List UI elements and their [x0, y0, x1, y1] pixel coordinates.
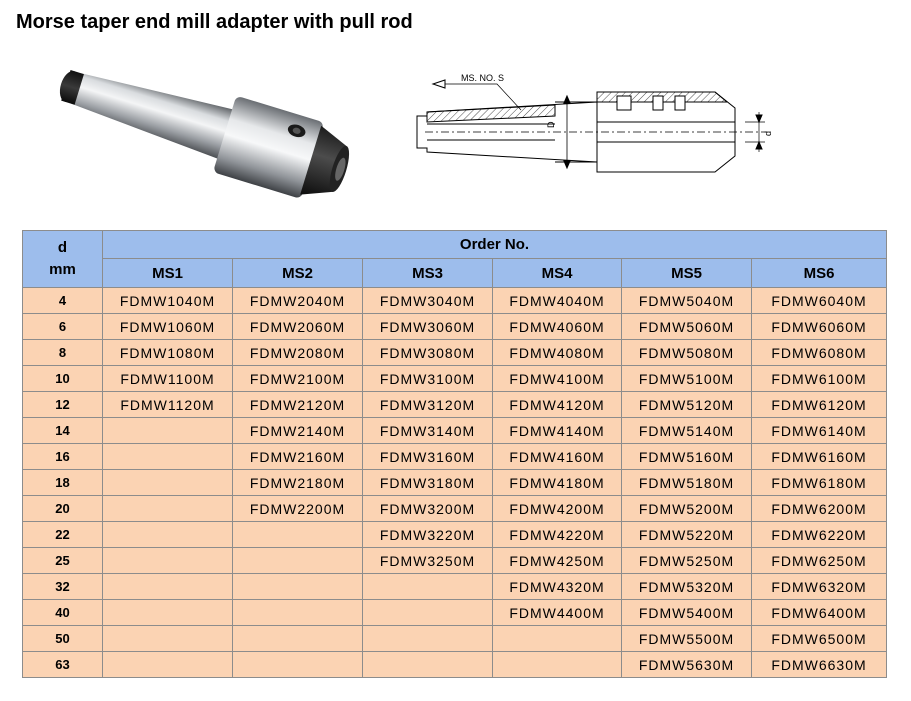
order-code-cell — [103, 444, 233, 470]
diameter-cell: 40 — [23, 600, 103, 626]
table-row — [23, 522, 887, 548]
table-row — [23, 418, 887, 444]
order-code-cell — [233, 600, 363, 626]
order-code-cell: FDMW6250M — [752, 548, 887, 574]
order-code-cell: FDMW6160M — [752, 444, 887, 470]
table-row — [23, 392, 887, 418]
technical-drawing — [405, 72, 775, 184]
order-code-cell: FDMW1080M — [103, 340, 233, 366]
order-code-cell: FDMW4140M — [493, 418, 622, 444]
table-row — [23, 314, 887, 340]
order-code-cell — [233, 574, 363, 600]
order-code-cell: FDMW6400M — [752, 600, 887, 626]
order-code-cell: FDMW2060M — [233, 314, 363, 340]
table-row — [23, 548, 887, 574]
drawing-label-ms: MS. NO. S — [461, 73, 505, 83]
order-code-cell — [233, 548, 363, 574]
order-code-cell: FDMW4400M — [493, 600, 622, 626]
diameter-cell: 4 — [23, 288, 103, 314]
order-code-cell: FDMW6120M — [752, 392, 887, 418]
order-code-cell — [103, 574, 233, 600]
table-row — [23, 574, 887, 600]
order-code-cell — [363, 626, 493, 652]
table-row — [23, 366, 887, 392]
table-row — [23, 340, 887, 366]
d-mm-header — [23, 231, 103, 288]
order-code-cell — [103, 652, 233, 678]
d-header: d — [57, 239, 68, 256]
order-code-cell — [103, 548, 233, 574]
order-code-cell: FDMW4320M — [493, 574, 622, 600]
column-header-ms2: MS2 — [233, 259, 363, 288]
order-code-cell: FDMW4120M — [493, 392, 622, 418]
diameter-cell: 6 — [23, 314, 103, 340]
table-row — [23, 626, 887, 652]
order-code-cell: FDMW3060M — [363, 314, 493, 340]
order-code-cell: FDMW3040M — [363, 288, 493, 314]
order-no-header: Order No. — [103, 231, 887, 259]
diameter-cell: 8 — [23, 340, 103, 366]
order-code-cell: FDMW6320M — [752, 574, 887, 600]
diameter-cell: 63 — [23, 652, 103, 678]
order-code-cell: FDMW3200M — [363, 496, 493, 522]
page-title: Morse taper end mill adapter with pull rod — [16, 11, 413, 33]
order-code-cell: FDMW3100M — [363, 366, 493, 392]
order-code-cell — [233, 652, 363, 678]
order-code-cell: FDMW3180M — [363, 470, 493, 496]
order-code-cell: FDMW3120M — [363, 392, 493, 418]
table-row — [23, 652, 887, 678]
order-code-cell: FDMW5630M — [622, 652, 752, 678]
order-code-cell: FDMW5160M — [622, 444, 752, 470]
table-row — [23, 600, 887, 626]
table-row — [23, 470, 887, 496]
order-code-cell: FDMW3220M — [363, 522, 493, 548]
order-code-cell: FDMW6220M — [752, 522, 887, 548]
column-header-ms5: MS5 — [622, 259, 752, 288]
order-code-cell — [363, 574, 493, 600]
order-code-cell: FDMW5200M — [622, 496, 752, 522]
order-code-cell — [103, 470, 233, 496]
diameter-cell: 16 — [23, 444, 103, 470]
diameter-cell: 10 — [23, 366, 103, 392]
column-header-ms4: MS4 — [493, 259, 622, 288]
product-photo — [38, 48, 358, 216]
order-code-cell: FDMW6140M — [752, 418, 887, 444]
order-code-cell — [103, 418, 233, 444]
column-header-ms3: MS3 — [363, 259, 493, 288]
order-code-cell: FDMW1100M — [103, 366, 233, 392]
order-code-cell: FDMW2120M — [233, 392, 363, 418]
diameter-cell: 25 — [23, 548, 103, 574]
order-code-cell: FDMW3160M — [363, 444, 493, 470]
order-code-cell: FDMW6080M — [752, 340, 887, 366]
order-code-cell: FDMW5140M — [622, 418, 752, 444]
order-code-cell: FDMW2100M — [233, 366, 363, 392]
order-code-cell: FDMW6100M — [752, 366, 887, 392]
order-code-cell — [363, 600, 493, 626]
order-code-cell: FDMW3080M — [363, 340, 493, 366]
table-row — [23, 444, 887, 470]
diameter-cell: 20 — [23, 496, 103, 522]
order-code-cell: FDMW4160M — [493, 444, 622, 470]
order-code-cell: FDMW3140M — [363, 418, 493, 444]
order-code-cell — [103, 496, 233, 522]
order-code-cell: FDMW5220M — [622, 522, 752, 548]
order-code-cell: FDMW1060M — [103, 314, 233, 340]
order-code-cell: FDMW4100M — [493, 366, 622, 392]
order-code-cell: FDMW2040M — [233, 288, 363, 314]
column-header-ms1: MS1 — [103, 259, 233, 288]
order-code-cell: FDMW6180M — [752, 470, 887, 496]
order-code-cell: FDMW4200M — [493, 496, 622, 522]
order-code-cell: FDMW5120M — [622, 392, 752, 418]
order-code-cell: FDMW6060M — [752, 314, 887, 340]
order-code-cell: FDMW5080M — [622, 340, 752, 366]
order-code-cell: FDMW1120M — [103, 392, 233, 418]
diameter-cell: 32 — [23, 574, 103, 600]
order-code-cell: FDMW4220M — [493, 522, 622, 548]
drawing-label-d: d — [763, 130, 773, 136]
order-code-cell: FDMW4080M — [493, 340, 622, 366]
order-code-cell: FDMW2160M — [233, 444, 363, 470]
diameter-cell: 12 — [23, 392, 103, 418]
order-code-cell — [103, 522, 233, 548]
mm-header: mm — [49, 261, 76, 278]
order-code-cell — [233, 522, 363, 548]
diameter-cell: 18 — [23, 470, 103, 496]
order-code-cell: FDMW3250M — [363, 548, 493, 574]
order-code-cell: FDMW4040M — [493, 288, 622, 314]
column-header-ms6: MS6 — [752, 259, 887, 288]
order-code-cell: FDMW5040M — [622, 288, 752, 314]
drawing-label-D: D — [546, 121, 556, 128]
diameter-cell: 22 — [23, 522, 103, 548]
diameter-cell: 50 — [23, 626, 103, 652]
diameter-cell: 14 — [23, 418, 103, 444]
order-code-cell: FDMW4180M — [493, 470, 622, 496]
order-code-cell: FDMW1040M — [103, 288, 233, 314]
order-code-cell — [493, 626, 622, 652]
order-code-cell — [103, 626, 233, 652]
order-code-cell — [493, 652, 622, 678]
order-table — [22, 230, 887, 678]
order-code-cell: FDMW5100M — [622, 366, 752, 392]
order-code-cell: FDMW2180M — [233, 470, 363, 496]
order-code-cell: FDMW6200M — [752, 496, 887, 522]
order-code-cell: FDMW5320M — [622, 574, 752, 600]
order-code-cell: FDMW2200M — [233, 496, 363, 522]
order-code-cell: FDMW4060M — [493, 314, 622, 340]
table-row — [23, 496, 887, 522]
order-code-cell — [103, 600, 233, 626]
table-row — [23, 288, 887, 314]
order-code-cell: FDMW2080M — [233, 340, 363, 366]
order-code-cell: FDMW5250M — [622, 548, 752, 574]
order-code-cell: FDMW6040M — [752, 288, 887, 314]
order-code-cell: FDMW6630M — [752, 652, 887, 678]
order-code-cell: FDMW5500M — [622, 626, 752, 652]
order-code-cell: FDMW5400M — [622, 600, 752, 626]
order-code-cell — [233, 626, 363, 652]
order-code-cell: FDMW2140M — [233, 418, 363, 444]
order-code-cell — [363, 652, 493, 678]
order-code-cell: FDMW4250M — [493, 548, 622, 574]
order-code-cell: FDMW6500M — [752, 626, 887, 652]
order-code-cell: FDMW5180M — [622, 470, 752, 496]
order-code-cell: FDMW5060M — [622, 314, 752, 340]
